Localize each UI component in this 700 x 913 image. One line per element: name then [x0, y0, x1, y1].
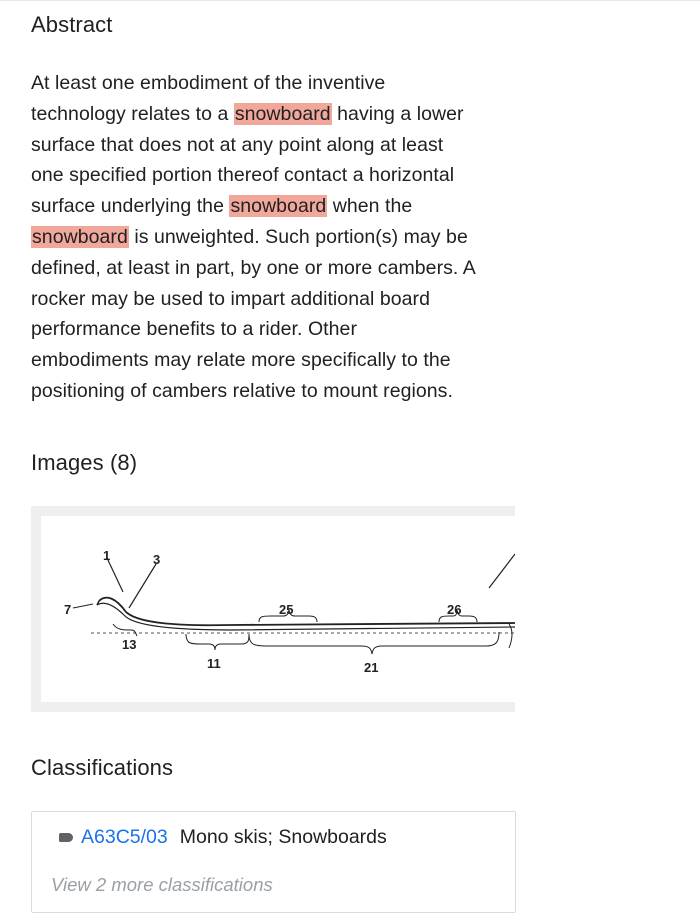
abstract-line: [31, 160, 501, 191]
classifications-card: [31, 811, 516, 913]
abstract-text-segment: rocker may be used to impart additional board: [31, 287, 430, 310]
abstract-line: [31, 314, 501, 345]
classifications-heading: Classifications: [31, 755, 174, 780]
abstract-text-segment: when the: [327, 195, 413, 218]
abstract-text-segment: defined, at least in part, by one or more cambers. A: [31, 256, 476, 279]
abstract-text-segment: embodiments may relate more specifically to the: [31, 349, 451, 372]
abstract-line: [31, 130, 501, 161]
bracket-13: [113, 624, 137, 636]
bracket-21: [249, 632, 499, 654]
search-term-highlight: snowboard: [230, 195, 327, 218]
figure-label-21: 21: [364, 660, 379, 675]
figure-label-13: 13: [122, 637, 137, 652]
abstract-text-segment: is unweighted. Such portion(s) may be: [128, 225, 468, 248]
patent-figure-thumbnail[interactable]: [31, 506, 515, 712]
abstract-text-segment: surface that does not at any point along at least: [31, 133, 444, 156]
abstract-text-segment: one specified portion thereof contact a horizontal: [31, 164, 455, 187]
abstract-line: [31, 191, 501, 222]
top-divider: [0, 0, 700, 1]
classification-code-link[interactable]: A63C5/03: [81, 826, 168, 848]
abstract-text-segment: At least one embodiment of the inventive: [31, 72, 386, 94]
abstract-line: [31, 68, 501, 99]
classification-description: Mono skis; Snowboards: [179, 826, 387, 848]
abstract-text-segment: surface underlying the: [31, 195, 230, 218]
abstract-text-segment: positioning of cambers relative to mount regions.: [31, 379, 453, 402]
classification-row: [59, 826, 387, 849]
abstract-text: [31, 68, 501, 407]
abstract-text-segment: having a lower: [331, 102, 464, 125]
leader-edge: [489, 554, 515, 588]
abstract-line: [31, 284, 501, 315]
figure-label-25: 25: [279, 602, 294, 617]
abstract-line: [31, 376, 501, 407]
abstract-line: [31, 99, 501, 130]
figure-label-1: 1: [103, 548, 111, 563]
leader-3: [129, 564, 156, 608]
leader-7: [73, 604, 93, 608]
search-term-highlight: snowboard: [234, 102, 331, 125]
abstract-heading: Abstract: [31, 12, 113, 37]
abstract-line: [31, 253, 501, 284]
leader-1: [107, 558, 123, 592]
snowboard-diagram: [31, 506, 515, 712]
bracket-11: [186, 634, 249, 650]
classification-tag-icon: [59, 833, 73, 842]
abstract-line: [31, 222, 501, 253]
abstract-line: [31, 345, 501, 376]
images-heading: Images (8): [31, 450, 138, 475]
figure-label-3: 3: [153, 552, 161, 567]
abstract-text-segment: performance benefits to a rider. Other: [31, 318, 357, 341]
figure-label-7: 7: [64, 602, 72, 617]
figure-label-26: 26: [447, 602, 462, 617]
figure-label-11: 11: [207, 656, 221, 671]
abstract-text-segment: technology relates to a: [31, 102, 234, 125]
view-more-classifications-link[interactable]: View 2 more classifications: [51, 874, 273, 895]
search-term-highlight: snowboard: [32, 225, 128, 248]
